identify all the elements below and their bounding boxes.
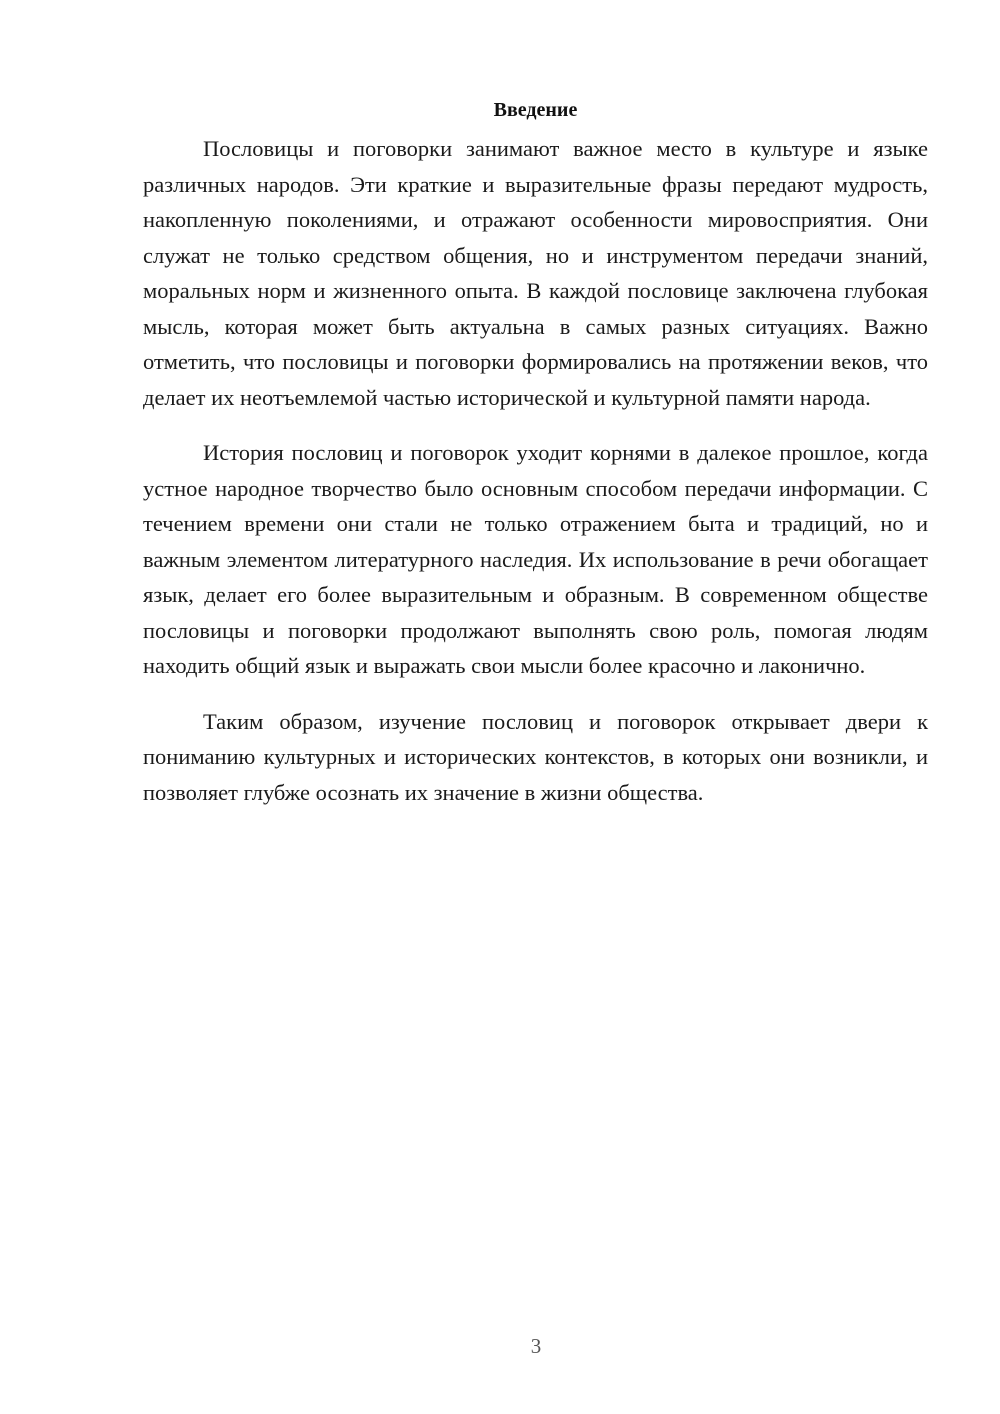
page-content — [143, 95, 928, 830]
paragraph-1: Пословицы и поговорки занимают важное место в культуре и языке различных народов. Эти краткие и выразительные фразы передают мудрость, накопленную поколениями, и отражают особенности мировосприятия. Они служат не только средством общения, но и инструментом передачи знаний, моральных норм и жизненного опыта. В каждой пословице заключена глубокая мысль, которая может быть актуальна в самых разных ситуациях. Важно отметить, что пословицы и поговорки формировались на протяжении веков, что делает их неотъемлемой частью исторической и культурной памяти народа. — [143, 136, 928, 410]
page-number: 3 — [530, 1334, 542, 1358]
paragraph-2: История пословиц и поговорок уходит корнями в далекое прошлое, когда устное народное творчество было основным способом передачи информации. С течением времени они стали не только отражением быта и традиций, но и важным элементом литературного наследия. Их использование в речи обогащает язык, делает его более выразительным и образным. В современном обществе пословицы и поговорки продолжают выполнять свою роль, помогая людям находить общий язык и выражать свои мысли более красочно и лаконично. — [143, 440, 928, 678]
section-heading: Введение — [493, 99, 578, 121]
paragraph-3: Таким образом, изучение пословиц и поговорок открывает двери к пониманию культурных и исторических контекстов, в которых они возникли, и позволяет глубже осознать их значение в жизни общества. — [143, 708, 928, 805]
